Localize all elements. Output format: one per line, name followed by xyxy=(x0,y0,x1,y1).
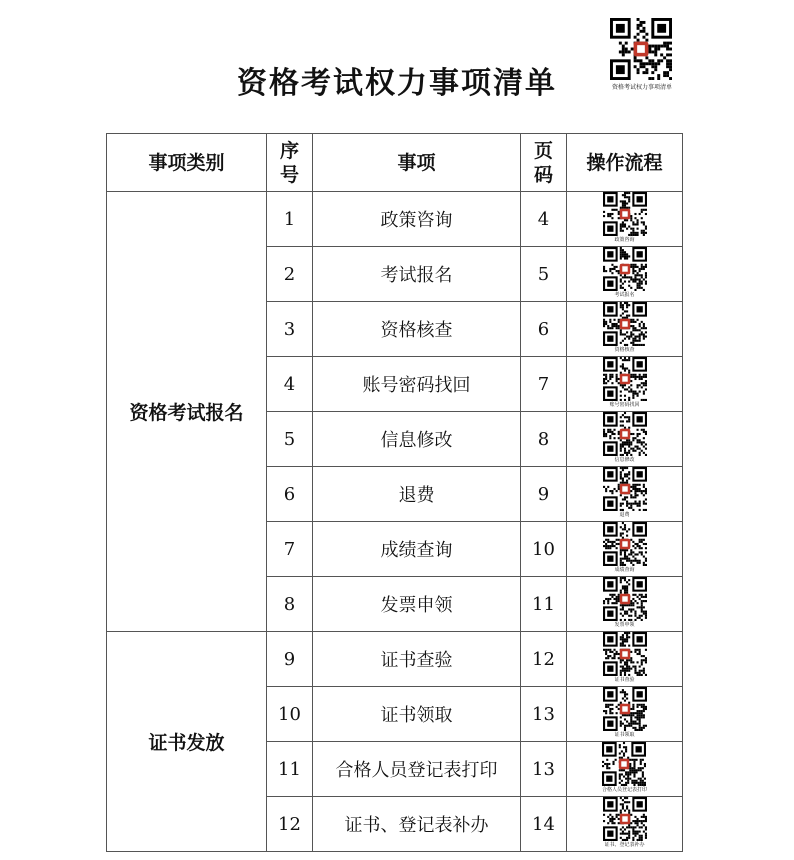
flow-qr-code[interactable] xyxy=(602,742,647,793)
page-cell: 5 xyxy=(521,247,567,302)
seq-cell: 11 xyxy=(267,742,313,797)
item-cell: 信息修改 xyxy=(313,412,521,467)
flow-qr-code[interactable] xyxy=(603,192,647,243)
item-cell: 证书、登记表补办 xyxy=(313,797,521,852)
flow-cell xyxy=(567,687,683,742)
qr-caption: 账号密码找回 xyxy=(609,402,640,408)
header-category: 事项类别 xyxy=(107,134,267,192)
qr-code-icon xyxy=(603,247,647,291)
item-cell: 证书领取 xyxy=(313,687,521,742)
top-qr-code[interactable] xyxy=(610,18,674,92)
page-cell: 12 xyxy=(521,632,567,687)
qr-caption: 信息修改 xyxy=(614,457,635,463)
flow-qr-code[interactable] xyxy=(603,632,647,683)
seq-cell: 5 xyxy=(267,412,313,467)
page-cell: 14 xyxy=(521,797,567,852)
seq-cell: 1 xyxy=(267,192,313,247)
page-cell: 13 xyxy=(521,687,567,742)
qr-caption: 资格核查 xyxy=(614,347,635,353)
flow-qr-code[interactable] xyxy=(603,412,647,463)
flow-cell xyxy=(567,412,683,467)
qr-caption: 证书领取 xyxy=(614,732,635,738)
power-items-table xyxy=(106,133,683,852)
qr-caption: 证书、登记表补办 xyxy=(604,842,645,848)
qr-caption: 退费 xyxy=(619,512,630,518)
item-cell: 成绩查询 xyxy=(313,522,521,577)
header-item: 事项 xyxy=(313,134,521,192)
seq-cell: 10 xyxy=(267,687,313,742)
page-cell: 4 xyxy=(521,192,567,247)
flow-cell xyxy=(567,357,683,412)
table-row xyxy=(107,192,683,247)
page-cell: 9 xyxy=(521,467,567,522)
flow-qr-code[interactable] xyxy=(603,302,647,353)
qr-code-icon xyxy=(603,522,647,566)
category-cell: 证书发放 xyxy=(107,632,267,852)
flow-qr-code[interactable] xyxy=(603,522,647,573)
item-cell: 账号密码找回 xyxy=(313,357,521,412)
seq-cell: 3 xyxy=(267,302,313,357)
qr-code-icon xyxy=(603,632,647,676)
qr-code-icon xyxy=(603,302,647,346)
flow-qr-code[interactable] xyxy=(603,247,647,298)
item-cell: 发票申领 xyxy=(313,577,521,632)
seq-cell: 6 xyxy=(267,467,313,522)
seq-cell: 9 xyxy=(267,632,313,687)
seq-cell: 4 xyxy=(267,357,313,412)
flow-cell xyxy=(567,302,683,357)
qr-code-icon xyxy=(603,577,647,621)
qr-code-icon xyxy=(603,192,647,236)
seq-cell: 8 xyxy=(267,577,313,632)
qr-code-icon xyxy=(603,687,647,731)
page-cell: 11 xyxy=(521,577,567,632)
qr-caption: 考试报名 xyxy=(614,292,635,298)
top-qr-caption: 资格考试权力事项清单 xyxy=(611,84,672,91)
qr-code-icon xyxy=(610,18,672,80)
item-cell: 证书查验 xyxy=(313,632,521,687)
page-cell: 10 xyxy=(521,522,567,577)
flow-qr-code[interactable] xyxy=(603,467,647,518)
page-cell: 8 xyxy=(521,412,567,467)
qr-code-icon xyxy=(603,412,647,456)
flow-qr-code[interactable] xyxy=(603,687,647,738)
item-cell: 退费 xyxy=(313,467,521,522)
seq-cell: 7 xyxy=(267,522,313,577)
seq-cell: 12 xyxy=(267,797,313,852)
page-title: 资格考试权力事项清单 xyxy=(237,66,557,101)
flow-cell xyxy=(567,632,683,687)
table-header-row xyxy=(107,134,683,192)
flow-cell xyxy=(567,192,683,247)
item-cell: 政策咨询 xyxy=(313,192,521,247)
flow-cell xyxy=(567,742,683,797)
qr-caption: 成绩查询 xyxy=(614,567,635,573)
qr-caption: 合格人员登记表打印 xyxy=(601,787,647,793)
page-cell: 6 xyxy=(521,302,567,357)
flow-qr-code[interactable] xyxy=(603,577,647,628)
qr-code-icon xyxy=(603,357,647,401)
flow-cell xyxy=(567,797,683,852)
qr-code-icon xyxy=(603,467,647,511)
seq-cell: 2 xyxy=(267,247,313,302)
header-page: 页 码 xyxy=(521,134,567,192)
item-cell: 资格核查 xyxy=(313,302,521,357)
category-cell: 资格考试报名 xyxy=(107,192,267,632)
flow-cell xyxy=(567,247,683,302)
table-row xyxy=(107,632,683,687)
item-cell: 合格人员登记表打印 xyxy=(313,742,521,797)
header-flow: 操作流程 xyxy=(567,134,683,192)
flow-cell xyxy=(567,522,683,577)
flow-cell xyxy=(567,577,683,632)
header-seq: 序 号 xyxy=(267,134,313,192)
flow-qr-code[interactable] xyxy=(603,357,647,408)
page-cell: 7 xyxy=(521,357,567,412)
flow-cell xyxy=(567,467,683,522)
item-cell: 考试报名 xyxy=(313,247,521,302)
flow-qr-code[interactable] xyxy=(603,797,647,848)
qr-code-icon xyxy=(602,742,646,786)
qr-caption: 证书查验 xyxy=(614,677,635,683)
qr-caption: 政策咨询 xyxy=(614,237,635,243)
page-cell: 13 xyxy=(521,742,567,797)
qr-code-icon xyxy=(603,797,647,841)
qr-caption: 发票申领 xyxy=(614,622,635,628)
